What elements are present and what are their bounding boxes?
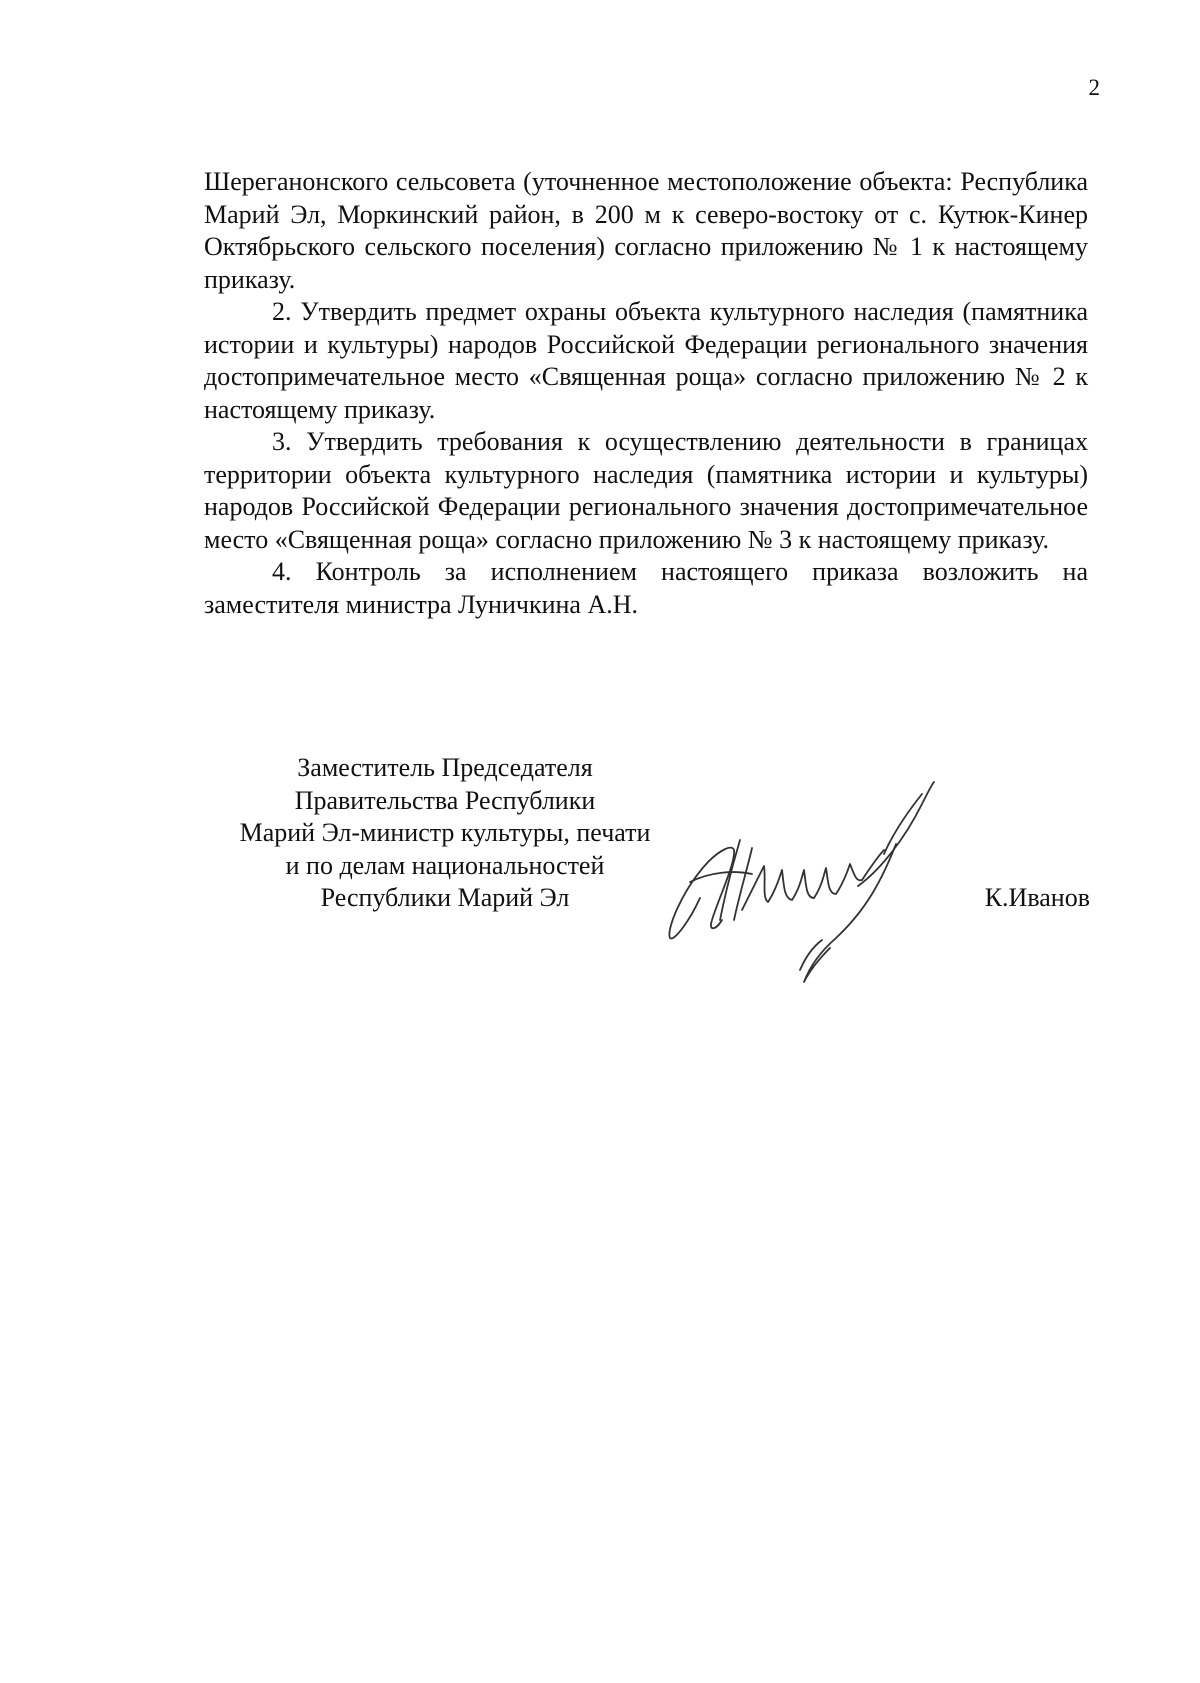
handwritten-signature <box>660 770 1000 1000</box>
paragraph-1-continuation: Шереганонского сельсовета (уточненное местоположение объекта: Республика Марий Эл, Моркинский район, в 200 м к северо-востоку от с. Кутюк-Кинер Октябрьского сельского поселения) согласно приложению № 1 к настоящему приказу. <box>204 167 1088 294</box>
position-line: Республики Марий Эл <box>320 883 570 912</box>
position-line: Заместитель Председателя <box>297 753 593 782</box>
position-line: Марий Эл-министр культуры, печати <box>239 818 651 847</box>
paragraph-2: 2. Утвердить предмет охраны объекта культурного наследия (памятника истории и культуры) народов Российской Федерации регионального значения достопримечательное место «Священная роща» согласно приложению № 2 к настоящему приказу. <box>204 297 1088 424</box>
paragraph-4: 4. Контроль за исполнением настоящего приказа возложить на заместителя министра Луничкина А.Н. <box>204 557 1088 619</box>
position-line: и по делам национальностей <box>285 850 605 880</box>
page-number: 2 <box>1088 75 1100 100</box>
signatory-position <box>200 752 690 915</box>
signer-name: К.Иванов <box>984 883 1090 912</box>
position-line: Правительства Республики <box>294 785 596 815</box>
paragraph-3: 3. Утвердить требования к осуществлению деятельности в границах территории объекта культурного наследия (памятника истории и культуры) народов Российской Федерации регионального значения достопримечательное место «Священная роща» согласно приложению № 3 к настоящему приказу. <box>204 427 1088 554</box>
document-body <box>204 166 1088 621</box>
